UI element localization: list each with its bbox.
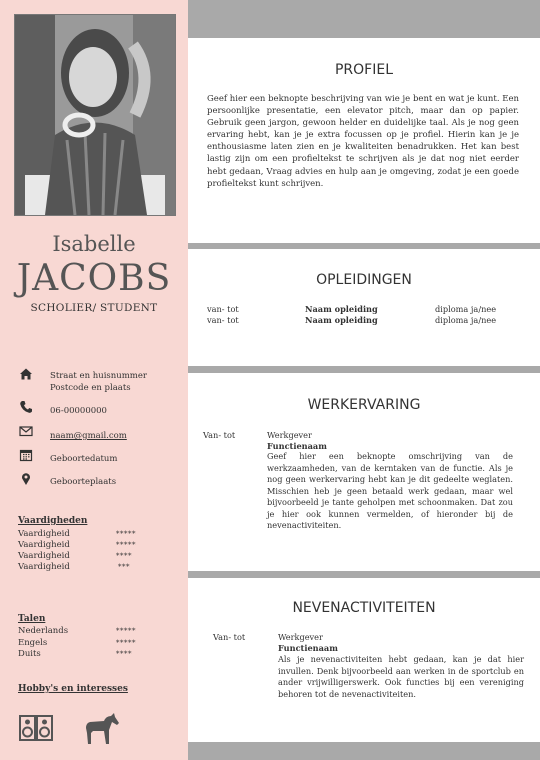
language-rating: ***** xyxy=(116,639,136,647)
experience-text: Geef hier een beknopte omschrijving van de werkzaamheden, van de kerntaken van de functie. Als je nog geen werkervaring hebt kan je dit gedeelte weglaten. Misschien heb je geen betaald werk gedaan, maar wel bijvoorbeeld je tante geholpen met schoonmaken. Dat zou je hier ook kunnen vermelden, of hieronder bij de nevenactiviteiten. xyxy=(267,451,513,530)
languages-heading: Talen xyxy=(18,614,46,624)
skill-row xyxy=(18,551,158,562)
language-rating: **** xyxy=(116,650,132,658)
location-pin-icon xyxy=(19,472,33,486)
horse-icon xyxy=(84,711,120,745)
last-name: JACOBS xyxy=(16,258,172,299)
language-label: Engels xyxy=(18,638,48,648)
profile-text: Geef hier een beknopte beschrijving van wie je bent en wat je kunt. Een persoonlijke presentatie, een elevator pitch, maar dan op papier. Gebruik geen jargon, gewoon helder en duidelijke taal. Als je nog geen ervaring hebt, kan je je extra focussen op je profiel. Hierin kan je je enthousiasme laten zien en je kwaliteiten benadrukken. Het kan best lastig zijn om een profieltekst te schrijven als je dat nog niet eerder hebt gedaan, Vraag advies en hulp aan je omgeving, zodat je een goede profieltekst kunt schrijven. xyxy=(207,94,519,189)
education-diploma: diploma ja/nee xyxy=(435,304,497,314)
education-period: van- tot xyxy=(207,315,239,325)
side-activities-employer: Werkgever xyxy=(278,632,323,642)
skills-heading: Vaardigheden xyxy=(18,516,88,526)
birth-date: Geboortedatum xyxy=(50,454,118,464)
top-divider xyxy=(188,0,540,38)
phone-icon xyxy=(19,400,33,414)
skill-rating: ***** xyxy=(116,530,136,538)
education-title: OPLEIDINGEN xyxy=(316,272,412,288)
birth-place: Geboorteplaats xyxy=(50,477,117,487)
phone-number: 06-00000000 xyxy=(50,406,107,416)
experience-period: Van- tot xyxy=(203,430,236,440)
side-activities-text: Als je nevenactiviteiten hebt gedaan, kan je dat hier invullen. Denk bijvoorbeeld aan werken in de sportclub en ander vrijwilligerswerk. Ook functies bij een vereniging behoren tot de nevenactiviteiten. xyxy=(278,654,524,699)
education-divider xyxy=(188,243,540,249)
skill-label: Vaardigheid xyxy=(18,562,70,572)
skill-label: Vaardigheid xyxy=(18,551,70,561)
experience-divider xyxy=(188,366,540,373)
skill-row xyxy=(18,562,158,573)
education-period: van- tot xyxy=(207,304,239,314)
skill-label: Vaardigheid xyxy=(18,529,70,539)
experience-employer: Werkgever xyxy=(267,430,312,440)
side-activities-period: Van- tot xyxy=(213,632,246,642)
side-activities-divider xyxy=(188,571,540,578)
mail-icon xyxy=(19,424,33,438)
language-row xyxy=(18,649,158,660)
language-row xyxy=(18,626,158,637)
hobbies-heading: Hobby's en interesses xyxy=(18,684,128,694)
first-name: Isabelle xyxy=(52,232,136,256)
skill-row xyxy=(18,540,158,551)
side-activities-title: NEVENACTIVITEITEN xyxy=(292,600,436,616)
profile-photo xyxy=(14,14,176,216)
language-rating: ***** xyxy=(116,627,136,635)
education-name: Naam opleiding xyxy=(305,315,378,325)
skill-rating: ***** xyxy=(116,541,136,549)
profile-title: PROFIEL xyxy=(334,62,394,78)
skill-rating: *** xyxy=(118,563,130,571)
experience-function: Functienaam xyxy=(267,441,327,451)
speaker-icon xyxy=(19,715,53,741)
skill-row xyxy=(18,529,158,540)
language-row xyxy=(18,638,158,649)
skill-rating: **** xyxy=(116,552,132,560)
job-role: SCHOLIER/ STUDENT xyxy=(30,302,158,314)
skill-label: Vaardigheid xyxy=(18,540,70,550)
address-line-1: Straat en huisnummer xyxy=(50,371,147,381)
experience-title: WERKERVARING xyxy=(307,397,421,413)
language-label: Nederlands xyxy=(18,626,69,636)
bottom-divider xyxy=(188,742,540,760)
address-line-2: Postcode en plaats xyxy=(50,383,131,393)
education-name: Naam opleiding xyxy=(305,304,378,314)
email-link[interactable]: naam@gmail.com xyxy=(50,431,127,441)
home-icon xyxy=(19,367,33,381)
language-label: Duits xyxy=(18,649,41,659)
side-activities-function: Functienaam xyxy=(278,643,338,653)
calendar-icon xyxy=(19,448,33,462)
education-diploma: diploma ja/nee xyxy=(435,315,497,325)
